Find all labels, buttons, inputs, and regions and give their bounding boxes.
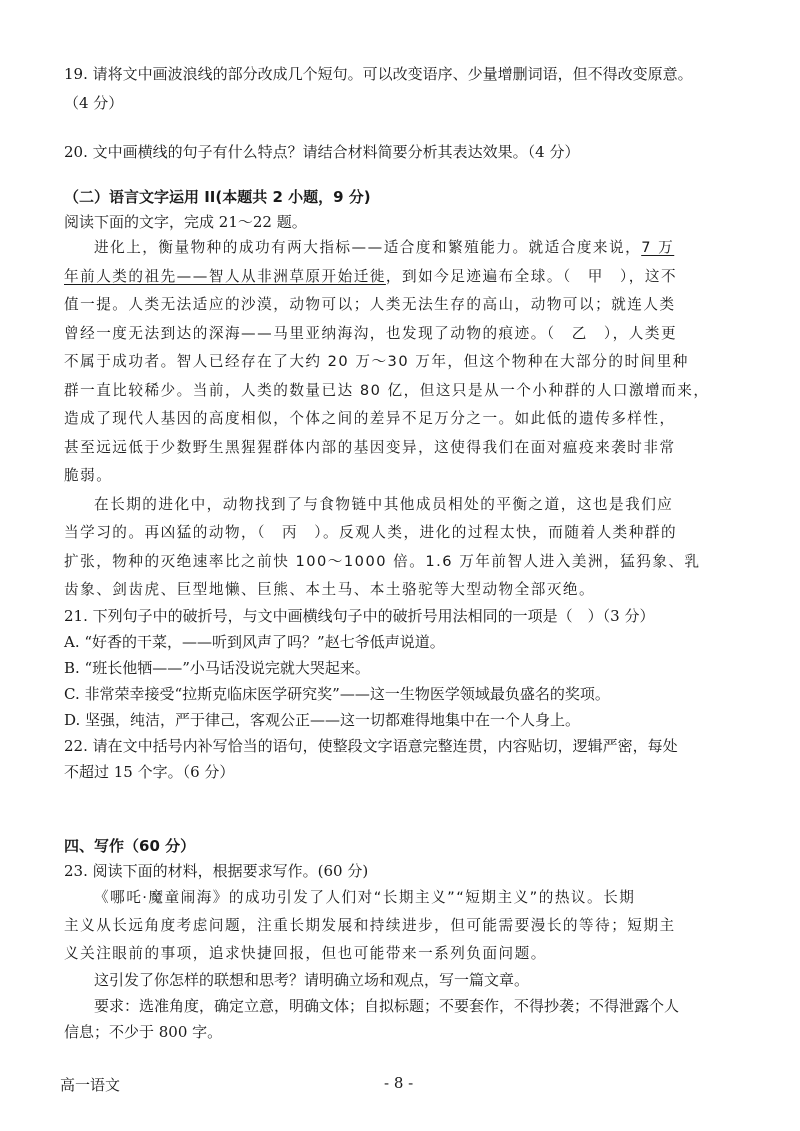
- question-22-line-2: 不超过 15 个字。（6 分）: [64, 763, 235, 781]
- underlined-sentence: 年前人类的祖先——智人从非洲草原开始迁徙: [64, 268, 386, 285]
- footer-subject: 高一语文: [60, 1076, 121, 1094]
- passage-line: 当学习的。再凶猛的动物，（ 丙 ）。反观人类，进化的过程太快，而随着人类种群的: [64, 524, 678, 541]
- passage-line: 值一提。人类无法适应的沙漠，动物可以；人类无法生存的高山，动物可以；就连人类: [64, 296, 676, 313]
- question-20: 20. 文中画横线的句子有什么特点？请结合材料简要分析其表达效果。（4 分）: [64, 143, 580, 161]
- section-2-title: （二）语言文字运用 II(本题共 2 小题，9 分): [64, 188, 371, 206]
- question-21-option-a: A. “好香的干菜，——听到风声了吗？”赵七爷低声说道。: [64, 633, 445, 651]
- writing-requirements-line-1: 要求：选准角度，确定立意，明确文体；自拟标题；不要套作，不得抄袭；不得泄露个人: [94, 997, 680, 1015]
- footer-page-number: - 8 -: [384, 1074, 414, 1092]
- question-19-line-1: 19. 请将文中画波浪线的部分改成几个短句。可以改变语序、少量增删词语，但不得改变原意。: [64, 65, 693, 83]
- question-22-line-1: 22. 请在文中括号内补写恰当的语句，使整段文字语意完整连贯，内容贴切，逻辑严密，每处: [64, 737, 678, 755]
- passage-line: 脆弱。: [64, 467, 113, 484]
- writing-prompt: 这引发了你怎样的联想和思考？请明确立场和观点，写一篇文章。: [94, 971, 530, 989]
- question-21-option-c: C. 非常荣幸接受“拉斯克临床医学研究奖”——这一生物医学领域最负盛名的奖项。: [64, 685, 610, 703]
- section-4-title: 四、写作（60 分）: [64, 837, 196, 855]
- passage-line: 在长期的进化中，动物找到了与食物链中其他成员相处的平衡之道，这也是我们应: [94, 496, 674, 513]
- question-21-option-d: D. 坚强，纯洁，严于律己，客观公正——这一切都难得地集中在一个人身上。: [64, 711, 581, 729]
- passage-line: 扩张，物种的灭绝速率比之前快 100～1000 倍。1.6 万年前智人进入美洲，猛犸象、乳: [64, 553, 701, 570]
- material-line: 主义从长远角度考虑问题，注重长期发展和持续进步，但可能需要漫长的等待；短期主: [64, 917, 676, 934]
- underlined-sentence: 7 万: [641, 239, 675, 256]
- passage-line: 群一直比较稀少。当前，人类的数量已达 80 亿，但这只是从一个小种群的人口激增而来，: [64, 382, 710, 399]
- section-2-instruction: 阅读下面的文字，完成 21～22 题。: [64, 213, 307, 231]
- passage-line: 曾经一度无法到达的深海——马里亚纳海沟，也发现了动物的痕迹。（ 乙 ），人类更: [64, 325, 678, 342]
- material-line: 《哪吒·魔童闹海》的成功引发了人们对“长期主义”“短期主义”的热议。长期: [94, 889, 636, 906]
- material-line: 义关注眼前的事项，追求快捷回报，但也可能带来一系列负面问题。: [64, 945, 547, 962]
- passage-line: 年前人类的祖先——智人从非洲草原开始迁徙，到如今足迹遍布全球。（ 甲 ），这不: [64, 268, 678, 285]
- question-21-option-b: B. “班长他牺——”小马话没说完就大哭起来。: [64, 659, 370, 677]
- passage-line: 进化上，衡量物种的成功有两大指标——适合度和繁殖能力。就适合度来说，7 万: [94, 239, 675, 256]
- passage-line: 不属于成功者。智人已经存在了大约 20 万～30 万年，但这个物种在大部分的时间里种: [64, 353, 689, 370]
- question-23-stem: 23. 阅读下面的材料，根据要求写作。(60 分): [64, 862, 369, 880]
- writing-requirements-line-2: 信息；不少于 800 字。: [64, 1023, 223, 1041]
- question-19-line-2: （4 分）: [64, 94, 124, 112]
- passage-line: 齿象、剑齿虎、巨型地懒、巨熊、本土马、本土骆驼等大型动物全部灭绝。: [64, 581, 596, 598]
- passage-line: 甚至远远低于少数野生黑猩猩群体内部的基因变异，这使得我们在面对瘟疫来袭时非常: [64, 439, 676, 456]
- passage-line: 造成了现代人基因的高度相似，个体之间的差异不足万分之一。如此低的遗传多样性，: [64, 410, 676, 427]
- question-21-stem: 21. 下列句子中的破折号，与文中画横线句子中的破折号用法相同的一项是（ ）（3 分）: [64, 607, 655, 625]
